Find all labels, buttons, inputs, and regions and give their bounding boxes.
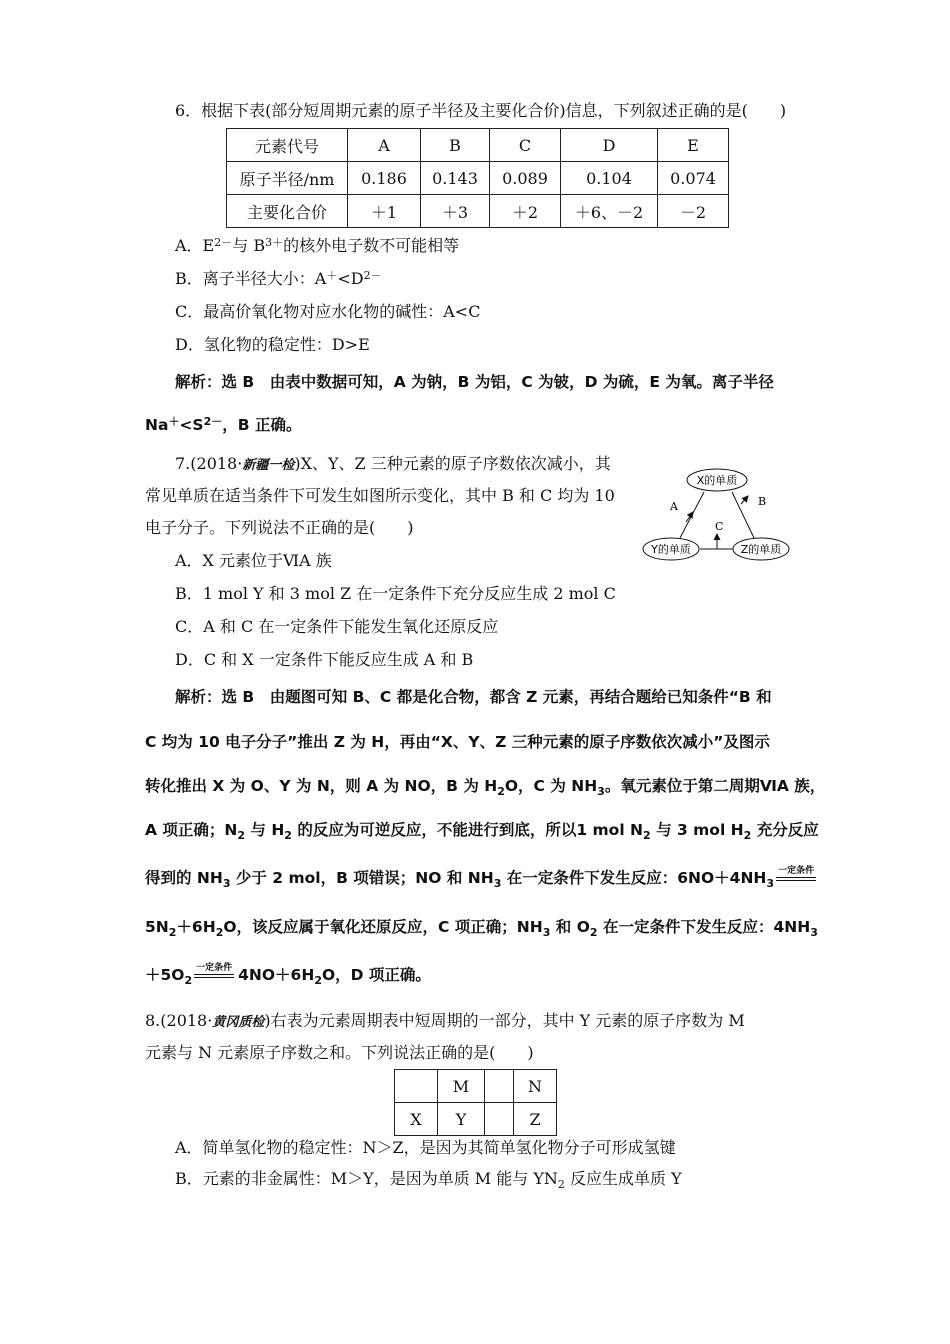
q8-stem-line2: 元素与 N 元素原子序数之和。下列说法正确的是( ) [145, 1043, 534, 1062]
table-cell: 0.143 [421, 162, 490, 195]
charge: ＋ [326, 269, 338, 282]
q7-option-c: C．A 和 C 在一定条件下能发生氧化还原反应 [175, 617, 499, 636]
subscript: 2 [643, 829, 651, 842]
reaction-condition-sign [774, 866, 820, 886]
subscript: 2 [497, 785, 505, 798]
subscript: 3 [766, 877, 775, 890]
label-b: B [758, 495, 767, 508]
q6-analysis-line1: 解析：选 B 由表中数据可知，A 为钠，B 为铝，C 为铍，D 为硫，E 为氧。离子半径 [175, 373, 774, 391]
text: 和 O [550, 918, 590, 936]
subscript: 2 [284, 829, 292, 842]
q7-analysis-line5 [145, 866, 820, 888]
subscript: 3 [597, 785, 605, 798]
table-cell: A [348, 129, 421, 162]
q7-analysis-line2: C 均为 10 电子分子”推出 Z 为 H，再由“X、Y、Z 三种元素的原子序数依次减小”及图示 [145, 733, 770, 751]
q7-option-d: D．C 和 X 一定条件下能反应生成 A 和 B [175, 650, 474, 669]
text: 7.(2018· [175, 454, 243, 473]
z-node-label: Z的单质 [740, 543, 782, 556]
q8-stem-line1 [145, 1010, 745, 1034]
table-cell [485, 1070, 514, 1103]
q7-option-b: B．1 mol Y 和 3 mol Z 在一定条件下充分反应生成 2 mol C [175, 584, 616, 603]
x-node-label: X的单质 [696, 474, 738, 487]
table-row [227, 162, 729, 195]
text: B．离子半径大小：A [175, 269, 327, 288]
condition-text: 一定条件 [778, 866, 815, 876]
subscript: 3 [542, 926, 551, 939]
table-cell: ＋2 [490, 195, 561, 228]
label-a: A [670, 500, 678, 513]
text: A 项正确；N [145, 821, 238, 839]
q8-option-b [175, 1168, 682, 1190]
text: 5N [145, 918, 169, 936]
subscript: 3 [810, 926, 818, 939]
text: <S [179, 416, 204, 434]
subscript: 2 [184, 974, 193, 987]
arrow-b [741, 496, 748, 504]
text: O，D 项正确。 [321, 966, 431, 984]
table-cell: 0.186 [348, 162, 421, 195]
table-row [395, 1103, 557, 1136]
subscript: 2 [557, 1178, 565, 1191]
table-row [227, 195, 729, 228]
table-cell: ＋1 [348, 195, 421, 228]
table-cell: 0.104 [561, 162, 658, 195]
text: )右表为元素周期表中短周期的一部分，其中 Y 元素的原子序数为 M [264, 1011, 745, 1030]
table-cell: 0.089 [490, 162, 561, 195]
q7-analysis-line4 [145, 818, 819, 840]
table-cell: －2 [658, 195, 729, 228]
table-row [395, 1070, 557, 1103]
table-cell [395, 1070, 438, 1103]
text: 。氧元素位于第二周期ⅥA 族， [604, 777, 826, 795]
table-cell: N [514, 1070, 557, 1103]
q6-option-d: D．氢化物的稳定性：D>E [175, 335, 370, 354]
condition-text: 一定条件 [196, 963, 233, 973]
table-cell: X [395, 1103, 438, 1136]
table-cell: Z [514, 1103, 557, 1136]
q6-option-c: C．最高价氧化物对应水化物的碱性：A<C [175, 302, 481, 321]
table-row [227, 129, 729, 162]
table-cell: 0.074 [658, 162, 729, 195]
q6-option-b [175, 268, 382, 290]
text: Na [145, 416, 169, 434]
subscript: 2 [168, 926, 177, 939]
table-cell: ＋6、－2 [561, 195, 658, 228]
text: 少于 2 mol，B 项错误；NO 和 NH [230, 869, 494, 887]
table-cell: C [490, 129, 561, 162]
q6-element-table [226, 128, 729, 228]
table-cell: 原子半径/nm [227, 162, 348, 195]
table-cell: M [438, 1070, 485, 1103]
table-cell [485, 1103, 514, 1136]
table-cell: 元素代号 [227, 129, 348, 162]
text: 转化推出 X 为 O、Y 为 N，则 A 为 NO，B 为 H [145, 777, 498, 795]
charge: 2－ [363, 269, 382, 282]
charge: 2－ [214, 236, 233, 249]
charge: 3＋ [265, 236, 284, 249]
text: <D [337, 269, 364, 288]
q6-analysis-line2 [145, 413, 301, 435]
subscript: 2 [743, 829, 752, 842]
text: 充分反应 [751, 821, 819, 839]
q7-stem-line3: 电子分子。下列说法不正确的是( ) [145, 518, 414, 537]
text: 与 3 mol H [650, 821, 744, 839]
text: O，该反应属于氧化还原反应，C 项正确；NH [223, 918, 543, 936]
subscript: 2 [237, 829, 246, 842]
text: 得到的 NH [145, 869, 223, 887]
text: A．E [175, 236, 215, 255]
subscript: 3 [222, 877, 231, 890]
q8-option-a: A．简单氢化物的稳定性：N＞Z，是因为其简单氢化物分子可形成氢键 [175, 1138, 676, 1157]
text: O，C 为 NH [504, 777, 598, 795]
q7-analysis-line6 [145, 915, 818, 937]
text: 的核外电子数不可能相等 [283, 236, 460, 255]
text: 在一定条件下发生反应：6NO＋4NH [501, 869, 767, 887]
y-node-label: Y的单质 [651, 543, 691, 556]
table-cell: D [561, 129, 658, 162]
reaction-condition-sign [192, 963, 238, 983]
text: )X、Y、Z 三种元素的原子序数依次减小，其 [294, 454, 611, 473]
q7-stem-line2: 常见单质在适当条件下可发生如图所示变化，其中 B 和 C 均为 10 [145, 486, 615, 505]
text: 与 H [245, 821, 285, 839]
text: ＋5O [145, 966, 185, 984]
text: ＋6H [176, 918, 216, 936]
table-cell: E [658, 129, 729, 162]
table-cell: ＋3 [421, 195, 490, 228]
q7-analysis-line3 [145, 774, 825, 796]
q7-conversion-diagram [640, 460, 800, 570]
charge: ＋ [168, 415, 180, 428]
subscript: 3 [493, 877, 502, 890]
text: 反应生成单质 Y [564, 1169, 682, 1188]
label-c: C [715, 520, 724, 533]
q7-analysis-line7 [145, 963, 431, 985]
text: 在一定条件下发生反应：4NH [597, 918, 811, 936]
table-cell: B [421, 129, 490, 162]
source-label: 新疆一检 [242, 458, 295, 473]
q6-stem: 6．根据下表(部分短周期元素的原子半径及主要化合价)信息，下列叙述正确的是( ) [175, 101, 787, 120]
text: B．元素的非金属性：M＞Y，是因为单质 M 能与 YN [175, 1169, 558, 1188]
q7-stem-line1 [175, 453, 611, 477]
text: 4NO＋6H [238, 966, 315, 984]
q8-periodic-grid [394, 1069, 557, 1136]
text: 与 B [232, 236, 266, 255]
text: 8.(2018· [145, 1011, 213, 1030]
subscript: 2 [589, 926, 598, 939]
x-z-edge [732, 492, 754, 538]
charge: 2－ [203, 415, 223, 428]
q7-option-a: A．X 元素位于ⅥA 族 [175, 551, 332, 570]
y-x-edge [680, 492, 704, 538]
q6-option-a [175, 235, 459, 257]
text: 的反应为可逆反应，不能进行到底，所以1 mol N [291, 821, 644, 839]
text: ，B 正确。 [222, 416, 302, 434]
table-cell: 主要化合价 [227, 195, 348, 228]
subscript: 2 [314, 974, 322, 987]
q7-analysis-line1: 解析：选 B 由题图可知 B、C 都是化合物，都含 Z 元素，再结合题给已知条件“B 和 [175, 688, 772, 706]
table-cell: Y [438, 1103, 485, 1136]
subscript: 2 [215, 926, 224, 939]
source-label: 黄冈质检 [212, 1015, 265, 1030]
